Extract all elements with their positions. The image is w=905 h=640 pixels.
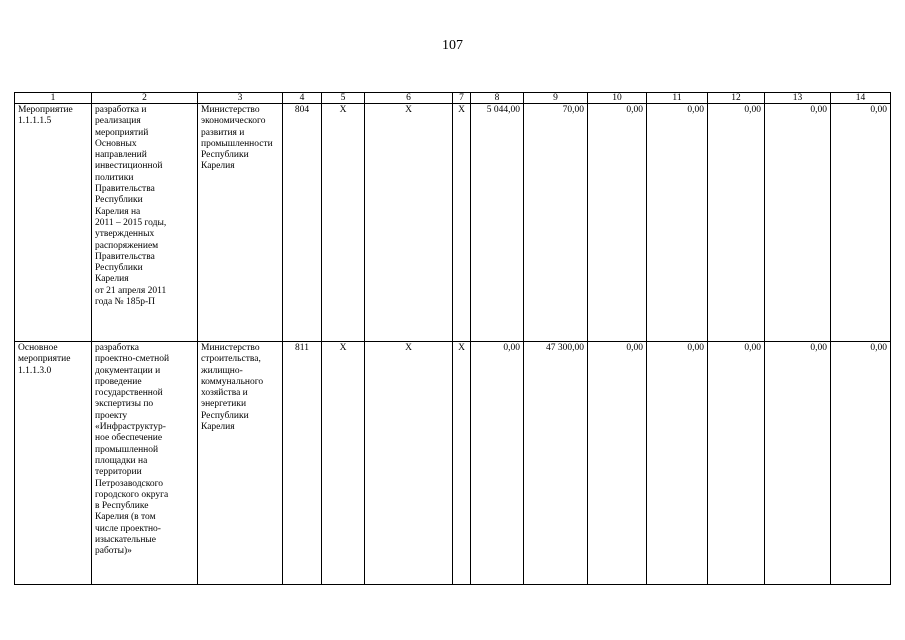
value-cell: Х — [365, 342, 453, 585]
amount-cell: 0,00 — [765, 104, 831, 342]
executor-cell: Министерство строительства, жилищно- коммунального хозяйства и энергетики Республики Карелия — [198, 342, 283, 585]
value-cell: Х — [453, 342, 471, 585]
executor-cell: Министерство экономического развития и промышленности Республики Карелия — [198, 104, 283, 342]
measure-code-cell: Основное мероприятие 1.1.1.3.0 — [15, 342, 92, 585]
column-header: 13 — [765, 93, 831, 104]
column-header: 8 — [471, 93, 524, 104]
amount-cell: 0,00 — [831, 342, 891, 585]
column-header: 11 — [647, 93, 708, 104]
column-header: 14 — [831, 93, 891, 104]
measure-description-cell: разработка и реализация мероприятий Основных направлений инвестиционной политики Правительства Республики Карелия на 2011 – 2015 годы, утвержденных распоряжением Правительства Республики Карелия от 21 апреля 2011 года № 185р-П — [92, 104, 198, 342]
value-cell: Х — [322, 104, 365, 342]
measure-code-cell: Мероприятие 1.1.1.1.5 — [15, 104, 92, 342]
column-header: 5 — [322, 93, 365, 104]
amount-cell: 0,00 — [708, 104, 765, 342]
column-header: 7 — [453, 93, 471, 104]
amount-cell: 0,00 — [647, 342, 708, 585]
value-cell: Х — [365, 104, 453, 342]
page-number: 107 — [442, 38, 463, 53]
amount-cell: 0,00 — [647, 104, 708, 342]
column-header: 9 — [524, 93, 588, 104]
amount-cell: 5 044,00 — [471, 104, 524, 342]
column-header: 10 — [588, 93, 647, 104]
column-header: 2 — [92, 93, 198, 104]
header-row — [15, 93, 891, 104]
column-header: 1 — [15, 93, 92, 104]
column-header: 6 — [365, 93, 453, 104]
budget-table — [14, 92, 891, 585]
value-cell: Х — [453, 104, 471, 342]
amount-cell: 0,00 — [588, 104, 647, 342]
table-row — [15, 104, 891, 342]
amount-cell: 0,00 — [831, 104, 891, 342]
amount-cell: 0,00 — [588, 342, 647, 585]
code-cell: 811 — [283, 342, 322, 585]
table-row — [15, 342, 891, 585]
amount-cell: 0,00 — [765, 342, 831, 585]
column-header: 4 — [283, 93, 322, 104]
amount-cell: 0,00 — [471, 342, 524, 585]
amount-cell: 0,00 — [708, 342, 765, 585]
measure-description-cell: разработка проектно-сметной документации и проведение государственной экспертизы по проекту «Инфраструктур- ное обеспечение промышленной площадки на территории Петрозаводского городского округа в Республике Карелия (в том числе проектно- изыскательные работы)» — [92, 342, 198, 585]
column-header: 12 — [708, 93, 765, 104]
code-cell: 804 — [283, 104, 322, 342]
value-cell: Х — [322, 342, 365, 585]
column-header: 3 — [198, 93, 283, 104]
amount-cell: 70,00 — [524, 104, 588, 342]
amount-cell: 47 300,00 — [524, 342, 588, 585]
